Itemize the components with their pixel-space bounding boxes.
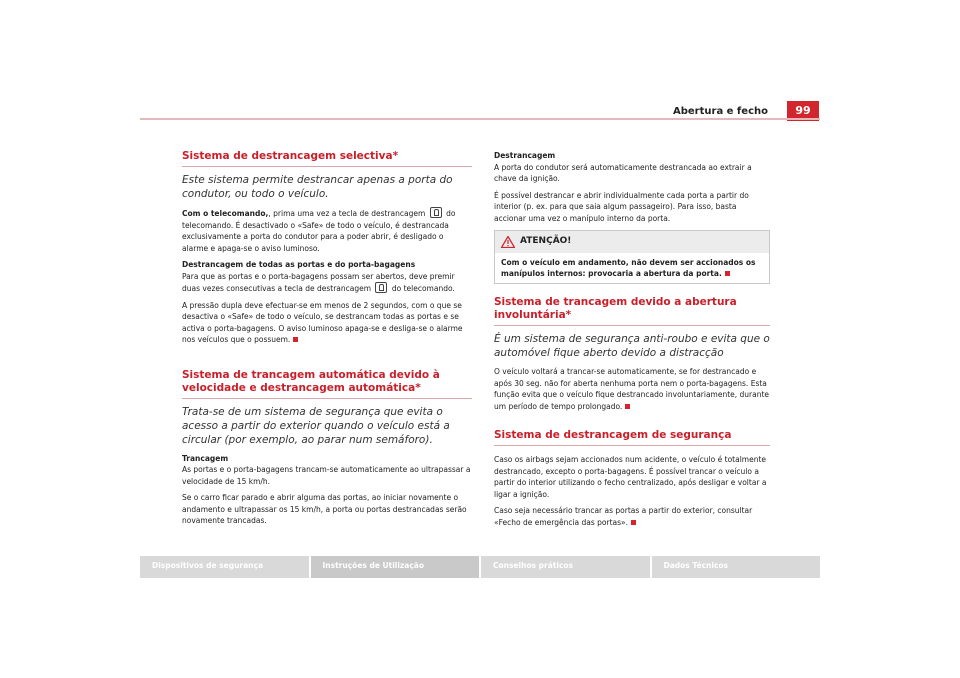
section-title-safety-unlock: Sistema de destrancagem de segurança bbox=[494, 429, 770, 446]
end-mark-icon bbox=[293, 337, 298, 342]
paragraph-text: O veículo voltará a trancar-se automaticamente, se for destrancado e após 30 seg. não for aberta nenhuma porta nem o porta-bagagens. Esta função evita que o veículo fique destrancado involuntariamente, durante um período de tempo prolongado. bbox=[494, 367, 770, 411]
paragraph bbox=[182, 453, 472, 488]
footer-nav bbox=[140, 556, 820, 578]
paragraph-text: As portas e o porta-bagagens trancam-se automaticamente ao ultrapassar a velocidade de 15 km/h. bbox=[182, 465, 471, 486]
footer-tab-tech-data[interactable]: Dados Técnicos bbox=[652, 556, 821, 578]
paragraph-text: do telecomando. É desactivado o «Safe» de todo o veículo, é destrancada exclusivamente a porta do condutor para a poder abrir, é desligado o alarme e apaga-se o aviso luminoso. bbox=[182, 209, 456, 253]
warning-box bbox=[494, 230, 770, 284]
section-title-auto-lock: Sistema de trancagem automática devido à velocidade e destrancagem automática* bbox=[182, 369, 472, 399]
left-column bbox=[182, 150, 472, 532]
header-divider bbox=[140, 118, 820, 120]
paragraph-text: , prima uma vez a tecla de destrancagem bbox=[268, 209, 426, 218]
footer-tab-tips[interactable]: Conselhos práticos bbox=[481, 556, 650, 578]
warning-text bbox=[495, 253, 769, 283]
section-intro: Este sistema permite destrancar apenas a porta do condutor, ou todo o veículo. bbox=[182, 174, 453, 200]
paragraph-text: Para que as portas e o porta-bagagens possam ser abertos, deve premir duas vezes consecutivas a tecla de destrancagem bbox=[182, 271, 455, 293]
paragraph bbox=[182, 259, 472, 295]
paragraph-text: A pressão dupla deve efectuar-se em menos de 2 segundos, com o que se desactiva o «Safe» de todo o veículo, se destrancam todas as portas e se activa o porta-bagagens. O aviso luminoso apaga-se e desliga-se o alarme nos veículos que o possuem. bbox=[182, 300, 463, 344]
page-number: 99 bbox=[787, 101, 819, 121]
paragraph bbox=[182, 300, 472, 346]
right-column bbox=[494, 150, 770, 533]
warning-triangle-icon bbox=[501, 236, 515, 248]
unlock-key-icon bbox=[430, 207, 442, 218]
warning-body-text: Com o veículo em andamento, não devem ser accionados os manípulos internos: provocaria a abertura da porta. bbox=[501, 258, 756, 278]
paragraph-text: Caso seja necessário trancar as portas a partir do exterior, consultar «Fecho de emergência das portas». bbox=[494, 506, 753, 527]
paragraph bbox=[494, 505, 770, 528]
paragraph bbox=[182, 207, 472, 254]
end-mark-icon bbox=[725, 271, 730, 276]
section-intro: Trata-se de um sistema de segurança que evita o acesso a partir do exterior quando o veículo está a circular (por exemplo, ao parar num semáforo). bbox=[182, 405, 450, 446]
paragraph: Caso os airbags sejam accionados num acidente, o veículo é totalmente destrancado, excepto o porta-bagagens. É possível trancar o veículo a partir do interior utilizando o fecho centralizado, após desligar e voltar a ligar a ignição. bbox=[494, 455, 767, 499]
paragraph-label: Com o telecomando, bbox=[182, 209, 269, 218]
subheading: Trancagem bbox=[182, 453, 229, 463]
paragraph bbox=[494, 366, 770, 412]
paragraph: É possível destrancar e abrir individualmente cada porta a partir do interior (p. ex. para que saia algum passageiro). Para isso, basta accionar uma vez o manípulo interno da porta. bbox=[494, 190, 749, 223]
footer-tab-safety[interactable]: Dispositivos de segurança bbox=[140, 556, 309, 578]
subheading: Destrancagem de todas as portas e do porta-bagagens bbox=[182, 260, 416, 269]
page-header-title: Abertura e fecho bbox=[673, 106, 768, 117]
unlock-key-icon bbox=[375, 282, 387, 293]
section-title-selective-unlock: Sistema de destrancagem selectiva* bbox=[182, 150, 472, 167]
paragraph-text: A porta do condutor será automaticamente destrancada ao extrair a chave da ignição. bbox=[494, 162, 752, 183]
paragraph-text: do telecomando. bbox=[391, 284, 455, 293]
paragraph bbox=[494, 150, 770, 185]
paragraph: Se o carro ficar parado e abrir alguma das portas, ao iniciar novamente o andamento e ultrapassar os 15 km/h, a porta ou portas destrancadas serão novamente trancadas. bbox=[182, 493, 467, 525]
end-mark-icon bbox=[625, 404, 630, 409]
warning-header bbox=[495, 231, 769, 253]
subheading: Destrancagem bbox=[494, 151, 556, 160]
section-intro: É um sistema de segurança anti-roubo e evita que o automóvel fique aberto devido a distracção bbox=[494, 333, 770, 359]
section-title-involuntary-open: Sistema de trancagem devido a abertura involuntária* bbox=[494, 296, 770, 326]
footer-tab-instructions[interactable]: Instruções de Utilização bbox=[311, 556, 480, 578]
end-mark-icon bbox=[631, 520, 636, 525]
warning-title: ATENÇÃO! bbox=[520, 236, 572, 247]
